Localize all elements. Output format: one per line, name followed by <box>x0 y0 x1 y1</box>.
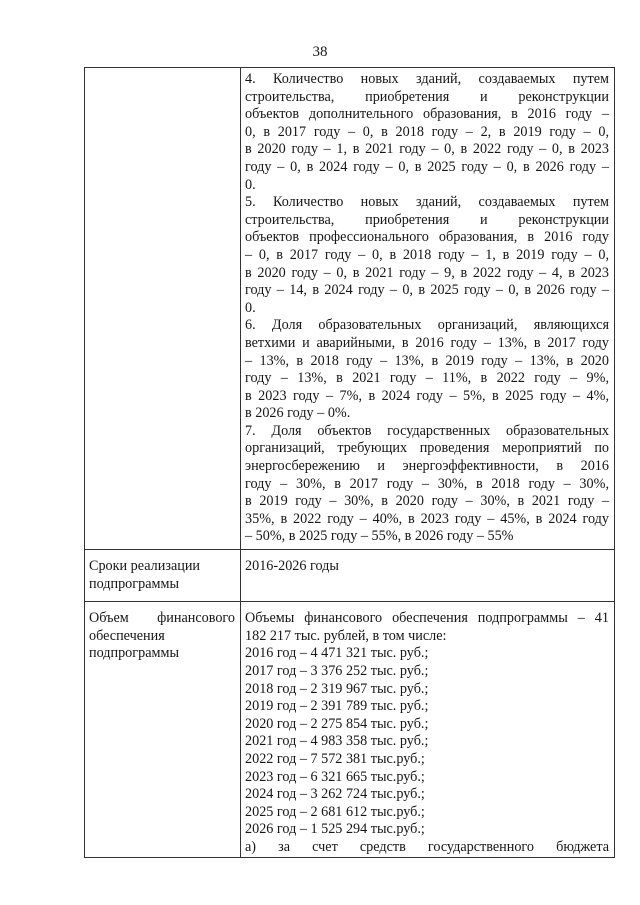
funding-source-a: а) за счет средств государственного бюджета <box>245 838 609 855</box>
funding-year-line: 2021 год – 4 983 358 тыс. руб.; <box>245 733 429 750</box>
indicator-line: в 2023 году – 7%, в 2024 году – 5%, в 2025 году – 4%, <box>245 387 609 404</box>
terms-row <box>85 550 615 602</box>
funding-year-line: 2026 год – 1 525 294 тыс.руб.; <box>245 821 425 838</box>
funding-label: подпрограммы <box>89 645 179 662</box>
page-number: 38 <box>312 44 328 60</box>
funding-label-cell <box>85 602 241 857</box>
indicator-line: энергосбережению и энергоэффективности, в 2016 <box>245 458 609 475</box>
funding-value-cell <box>241 602 615 857</box>
terms-label: Сроки реализации <box>89 558 201 575</box>
terms-value: 2016-2026 годы <box>245 558 339 575</box>
indicators-row <box>85 68 615 550</box>
funding-year-line: 2017 год – 3 376 252 тыс. руб.; <box>245 663 429 679</box>
indicator-line: году – 13%, в 2021 году – 11%, в 2022 году – 9%, <box>245 370 609 387</box>
indicator-line: году – 30%, в 2017 году – 30%, в 2018 году – 30%, <box>245 475 609 492</box>
funding-year-line: 2023 год – 6 321 665 тыс.руб.; <box>245 768 425 785</box>
indicator-line: – 50%, в 2025 году – 55%, в 2026 году – 55% <box>245 528 514 545</box>
indicator-line: 0. <box>245 176 256 193</box>
indicator-line: 0. <box>245 299 256 316</box>
funding-year-line: 2020 год – 2 275 854 тыс. руб.; <box>245 715 429 732</box>
indicator-line: объектов профессионального образования, в 2016 году <box>245 229 609 246</box>
indicator-item-6 <box>245 317 609 423</box>
funding-year-line: 2024 год – 3 262 724 тыс.руб.; <box>245 786 425 803</box>
funding-intro: 182 217 тыс. рублей, в том числе: <box>245 627 447 644</box>
funding-intro: Объемы финансового обеспечения подпрограммы – 41 <box>245 610 609 627</box>
indicator-line: – 0, в 2017 году – 0, в 2018 году – 1, в 2019 году – 0, <box>245 246 609 263</box>
indicator-line: в 2020 году – 1, в 2021 году – 0, в 2022 году – 0, в 2023 <box>245 141 609 158</box>
program-passport-table <box>84 67 615 858</box>
funding-label: Объем финансового <box>89 610 235 627</box>
indicators-value-cell <box>241 68 615 550</box>
funding-row <box>85 602 615 857</box>
funding-year-line: 2022 год – 7 572 381 тыс.руб.; <box>245 750 425 767</box>
indicator-line: году – 14, в 2024 году – 0, в 2025 году – 0, в 2026 году – <box>245 282 609 299</box>
indicator-line: в 2026 году – 0%. <box>245 405 351 422</box>
funding-year-line: 2016 год – 4 471 321 тыс. руб.; <box>245 645 429 662</box>
indicator-line: строительства, приобретения и реконструкции <box>245 88 609 105</box>
indicator-item-5 <box>245 194 609 317</box>
indicator-item-7 <box>245 423 609 546</box>
indicator-line: 5. Количество новых зданий, создаваемых путем <box>245 194 609 211</box>
indicator-line: организаций, требующих проведения мероприятий по <box>245 440 609 457</box>
indicator-line: ветхими и аварийными, в 2016 году – 13%, в 2017 году <box>245 334 609 351</box>
indicator-item-4 <box>245 71 609 194</box>
funding-year-line: 2018 год – 2 319 967 тыс. руб.; <box>245 680 429 697</box>
terms-label-cell <box>85 550 241 602</box>
funding-label: обеспечения <box>89 627 165 644</box>
funding-year-line: 2019 год – 2 391 789 тыс. руб.; <box>245 698 429 715</box>
indicator-line: в 2020 году – 0, в 2021 году – 9, в 2022 году – 4, в 2023 <box>245 264 609 281</box>
indicator-line: – 13%, в 2018 году – 13%, в 2019 году – 13%, в 2020 <box>245 352 609 369</box>
indicator-line: 4. Количество новых зданий, создаваемых путем <box>245 71 609 87</box>
terms-value-cell <box>241 550 615 602</box>
terms-label: подпрограммы <box>89 575 179 592</box>
indicator-line: 35%, в 2022 году – 40%, в 2023 году – 45%, в 2024 году <box>245 510 609 527</box>
indicator-line: 7. Доля объектов государственных образовательных <box>245 422 609 439</box>
indicator-line: 6. Доля образовательных организаций, являющихся <box>245 317 609 334</box>
indicator-line: году – 0, в 2024 году – 0, в 2025 году – 0, в 2026 году – <box>245 158 609 175</box>
indicator-line: 0, в 2017 году – 0, в 2018 году – 2, в 2019 году – 0, <box>245 123 609 140</box>
indicators-label-cell <box>85 68 241 550</box>
funding-year-line: 2025 год – 2 681 612 тыс.руб.; <box>245 803 425 820</box>
indicator-line: в 2019 году – 30%, в 2020 году – 30%, в 2021 году – <box>245 493 609 510</box>
indicator-line: строительства, приобретения и реконструкции <box>245 211 609 228</box>
indicator-line: объектов дополнительного образования, в 2016 году – <box>245 106 609 123</box>
